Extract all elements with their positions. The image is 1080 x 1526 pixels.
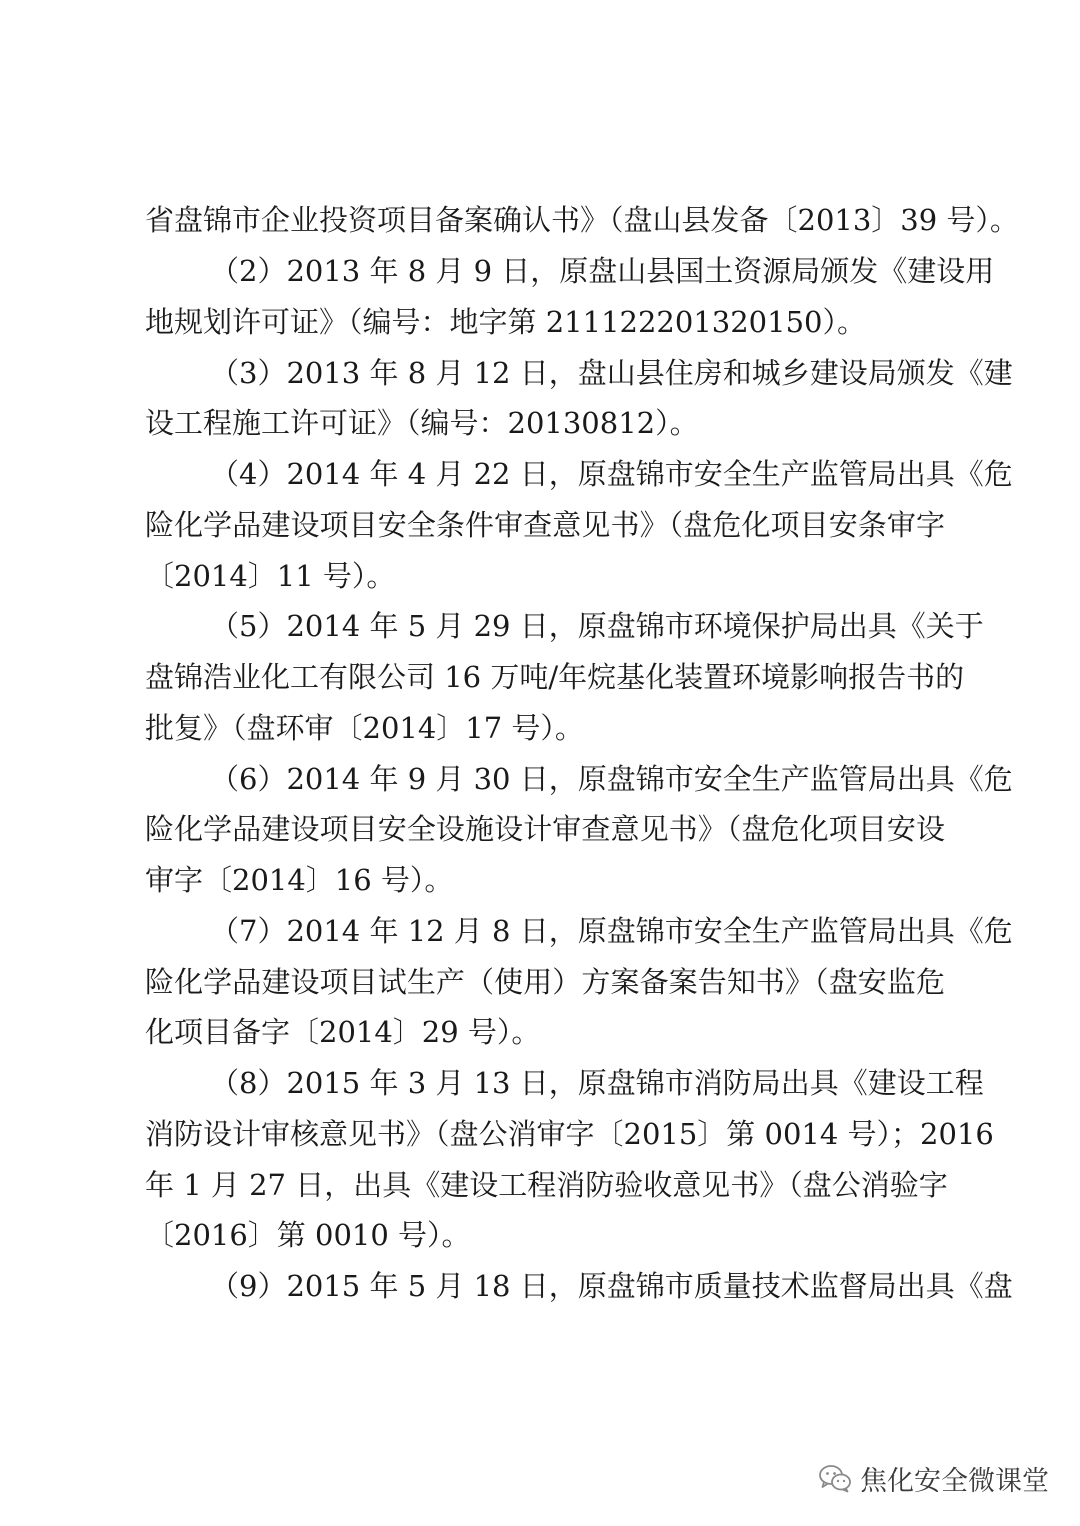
text-line: 审字〔2014〕16 号）。 [145,863,454,897]
text-line: 设工程施工许可证》（编号：20130812）。 [145,406,699,440]
watermark [818,1458,1049,1498]
text-line: 批复》（盘环审〔2014〕17 号）。 [145,711,584,745]
text-line: 险化学品建设项目试生产（使用）方案备案告知书》（盘安监危 [145,965,945,999]
wechat-icon [818,1463,852,1493]
text-line: 险化学品建设项目安全设施设计审查意见书》（盘危化项目安设 [145,812,945,846]
text-line: （2）2013 年 8 月 9 日，原盘山县国土资源局颁发《建设用 [210,254,995,288]
text-line: （6）2014 年 9 月 30 日，原盘锦市安全生产监管局出具《危 [210,762,1013,796]
text-line: （9）2015 年 5 月 18 日，原盘锦市质量技术监督局出具《盘 [210,1269,1013,1303]
text-line: （3）2013 年 8 月 12 日，盘山县住房和城乡建设局颁发《建 [210,356,1013,390]
text-line: 地规划许可证》（编号：地字第 211122201320150）。 [145,305,866,339]
text-line: 消防设计审核意见书》（盘公消审字〔2015〕第 0014 号）；2016 [145,1117,994,1151]
text-line: 〔2014〕11 号）。 [145,559,396,593]
text-line: （8）2015 年 3 月 13 日，原盘锦市消防局出具《建设工程 [210,1066,984,1100]
text-line: 〔2016〕第 0010 号）。 [145,1218,471,1252]
text-line: 省盘锦市企业投资项目备案确认书》（盘山县发备〔2013〕39 号）。 [145,203,1019,237]
text-line: 年 1 月 27 日，出具《建设工程消防验收意见书》（盘公消验字 [145,1168,948,1202]
watermark-text: 焦化安全微课堂 [860,1465,1049,1497]
text-line: 盘锦浩业化工有限公司 16 万吨/年烷基化装置环境影响报告书的 [145,660,965,694]
text-line: （5）2014 年 5 月 29 日，原盘锦市环境保护局出具《关于 [210,609,984,643]
text-line: 化项目备字〔2014〕29 号）。 [145,1015,541,1049]
text-line: （7）2014 年 12 月 8 日，原盘锦市安全生产监管局出具《危 [210,914,1013,948]
text-line: （4）2014 年 4 月 22 日，原盘锦市安全生产监管局出具《危 [210,457,1013,491]
text-line: 险化学品建设项目安全条件审查意见书》（盘危化项目安条审字 [145,508,945,542]
